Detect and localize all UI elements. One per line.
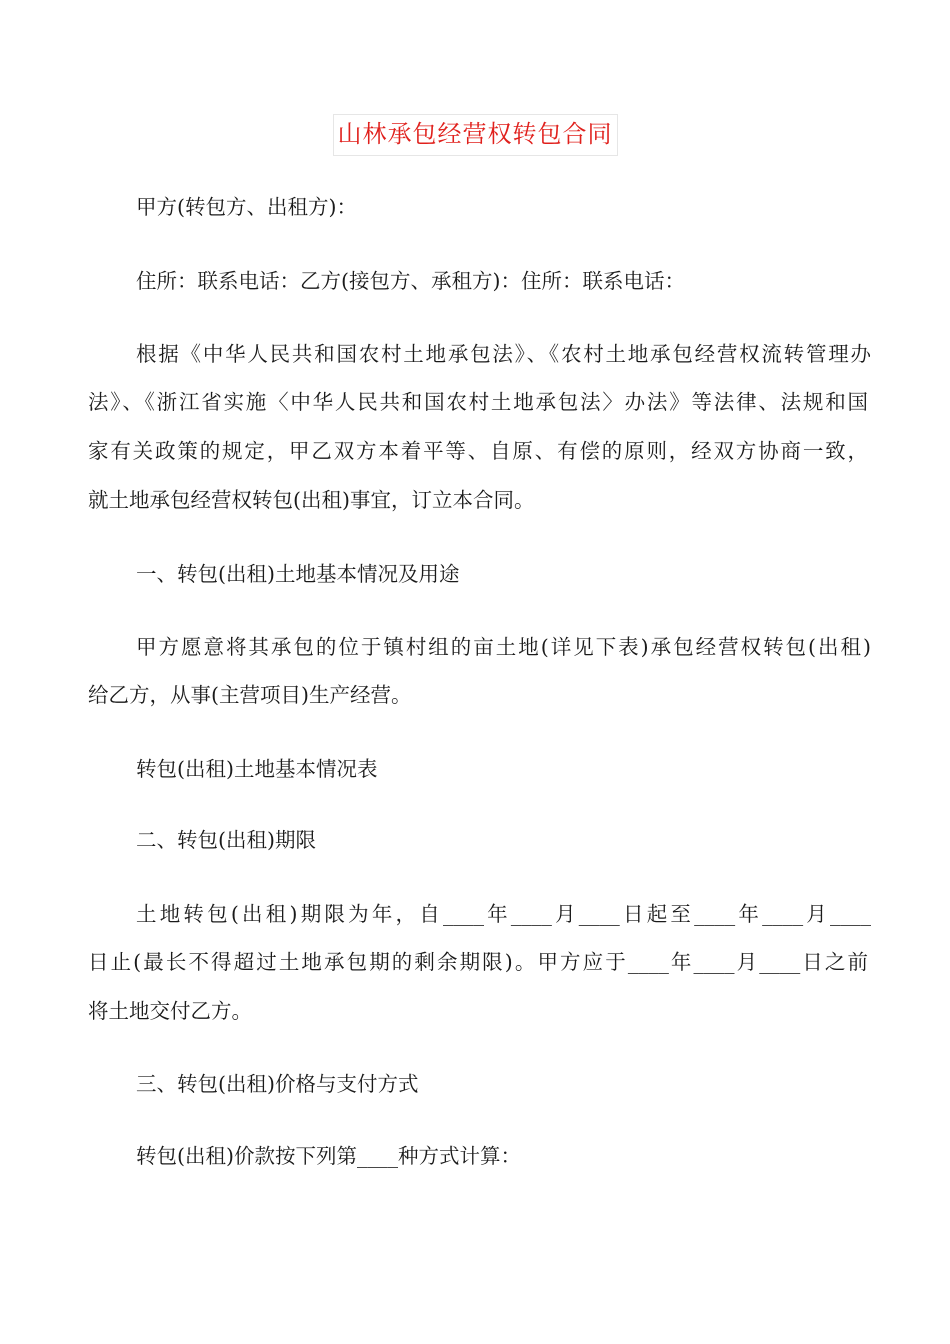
address-contact-line: 住所：联系电话：乙方(接包方、承租方)：住所：联系电话： bbox=[136, 269, 685, 293]
section-1-paragraph-line-2: 给乙方，从事(主营项目)生产经营。 bbox=[88, 683, 412, 707]
basis-paragraph-line-2: 法》、《浙江省实施〈中华人民共和国农村土地承包法〉办法》等法律、法规和国 bbox=[88, 390, 868, 414]
basis-paragraph-line-3: 家有关政策的规定，甲乙双方本着平等、自原、有偿的原则，经双方协商一致， bbox=[88, 439, 868, 463]
section-3-paragraph: 转包(出租)价款按下列第____种方式计算： bbox=[136, 1144, 521, 1168]
section-1-heading: 一、转包(出租)土地基本情况及用途 bbox=[136, 562, 460, 586]
section-1-paragraph-line-1: 甲方愿意将其承包的位于镇村组的亩土地(详见下表)承包经营权转包(出租) bbox=[136, 635, 871, 659]
basis-paragraph-line-4: 就土地承包经营权转包(出租)事宜，订立本合同。 bbox=[88, 488, 535, 512]
title-container bbox=[0, 114, 950, 156]
section-2-paragraph-line-2: 日止(最长不得超过土地承包期的剩余期限)。甲方应于____年____月____日之前 bbox=[88, 950, 868, 974]
section-3-heading: 三、转包(出租)价格与支付方式 bbox=[136, 1072, 419, 1096]
party-a-line: 甲方(转包方、出租方)： bbox=[136, 195, 357, 219]
section-1-table-title: 转包(出租)土地基本情况表 bbox=[136, 757, 378, 781]
section-2-paragraph-line-3: 将土地交付乙方。 bbox=[88, 999, 252, 1023]
section-2-heading: 二、转包(出租)期限 bbox=[136, 828, 316, 852]
section-2-paragraph-line-1: 土地转包(出租)期限为年，自____年____月____日起至____年____月____ bbox=[136, 902, 871, 926]
basis-paragraph-line-1: 根据《中华人民共和国农村土地承包法》、《农村土地承包经营权流转管理办 bbox=[136, 342, 871, 366]
document-title: 山林承包经营权转包合同 bbox=[333, 114, 618, 156]
